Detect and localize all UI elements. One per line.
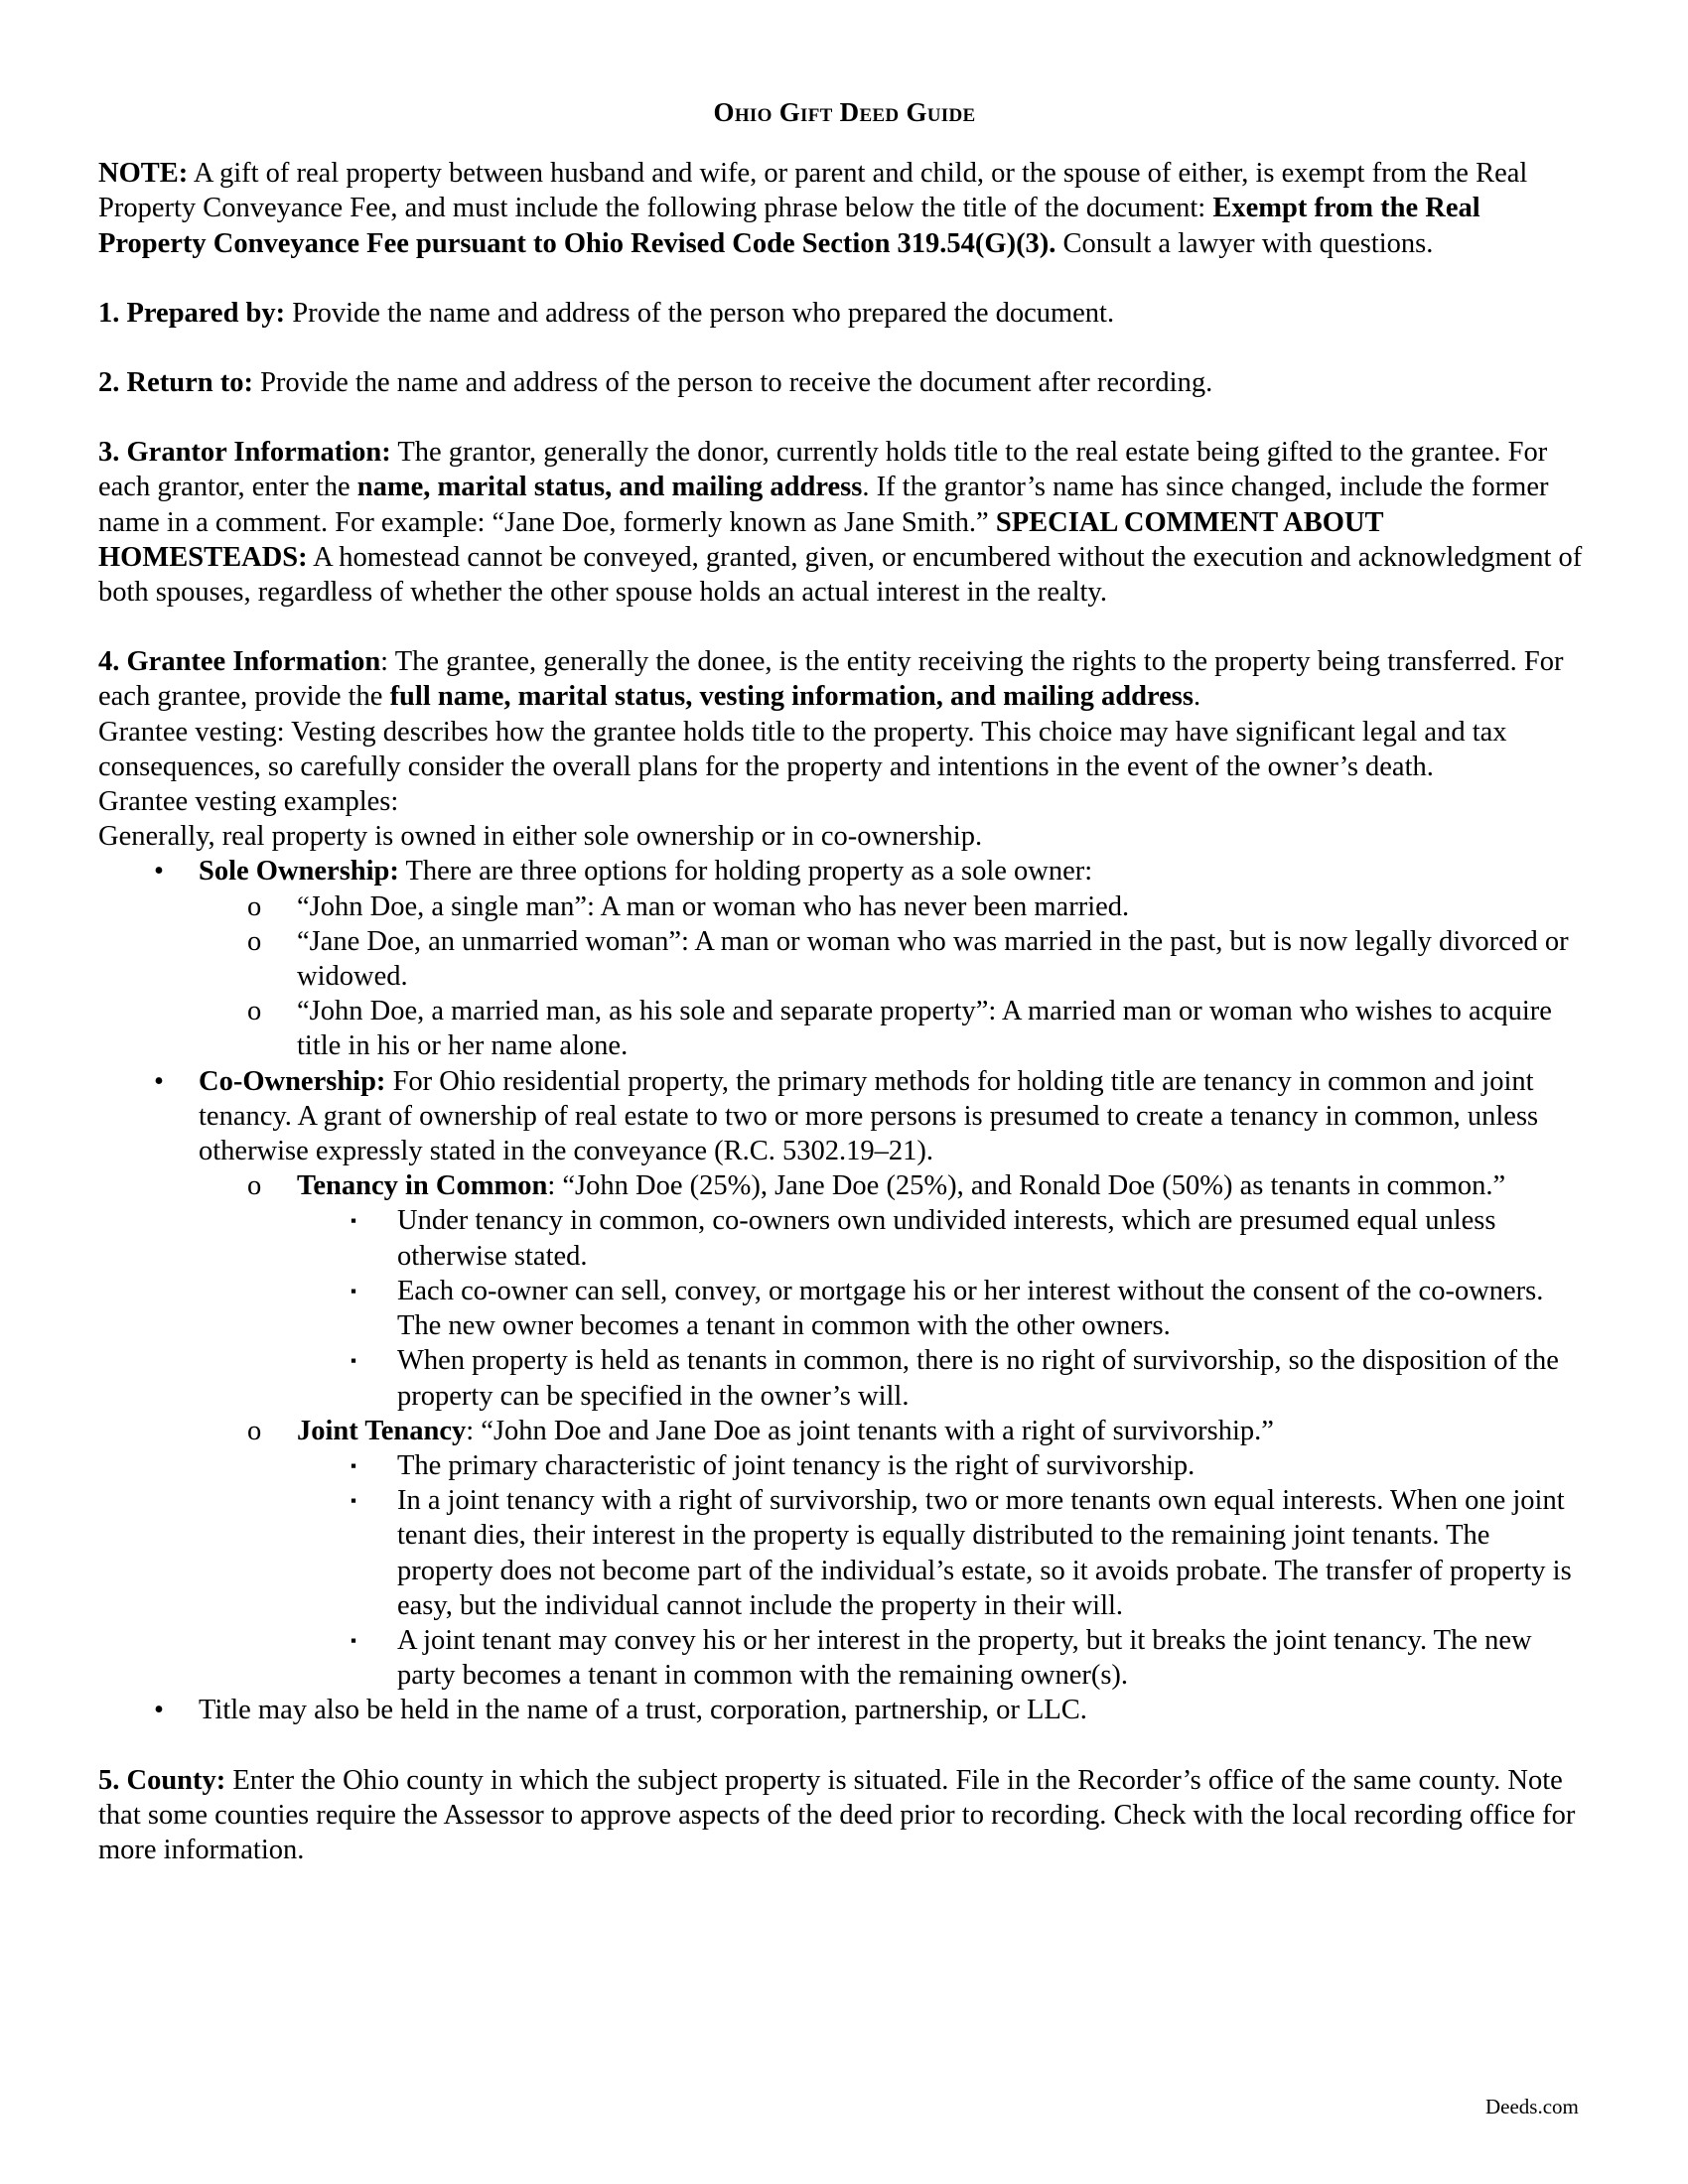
sole-ownership-label: Sole Ownership: — [199, 856, 399, 887]
tenancy-in-common-label: Tenancy in Common — [297, 1170, 548, 1202]
tic-detail-text: Under tenancy in common, co-owners own undivided interests, which are presumed equal unless otherwise stated. — [397, 1205, 1496, 1272]
county-label: 5. County: — [98, 1764, 226, 1796]
footer-brand: Deeds.com — [1485, 2095, 1579, 2118]
document-page — [98, 95, 1591, 1867]
list-item-tic-detail — [98, 1343, 1591, 1413]
grantor-bold-fields: name, marital status, and mailing address — [356, 472, 863, 503]
tic-detail-text: When property is held as tenants in common, there is no right of survivorship, so the disposition of the property can be specified in the owner’s will. — [397, 1345, 1559, 1412]
co-ownership-label: Co-Ownership: — [199, 1065, 386, 1097]
jt-detail-text: A joint tenant may convey his or her interest in the property, but it breaks the joint tenancy. The new party becomes a tenant in common with the remaining owner(s). — [397, 1624, 1532, 1692]
grantee-generally: Generally, real property is owned in either sole ownership or in co-ownership. — [98, 821, 983, 853]
return-to-text: Provide the name and address of the person to receive the document after recording. — [252, 367, 1213, 399]
circle-bullet-icon: o — [247, 1415, 262, 1446]
list-item-jt-detail — [98, 1483, 1591, 1623]
list-item-sole-option — [98, 889, 1591, 924]
co-ownership-text: For Ohio residential property, the primary methods for holding title are tenancy in common and joint tenancy. A grant of ownership of real estate to two or more persons is presumed to create a tenancy in common, unless otherwise expressly stated in the conveyance (R.C. 5302.19–21). — [199, 1065, 1539, 1167]
note-text-end: Consult a lawyer with questions. — [1055, 227, 1434, 259]
bullet-icon: • — [154, 1065, 164, 1097]
section-grantor — [98, 435, 1591, 610]
square-bullet-icon: ▪ — [351, 1281, 357, 1300]
note-exempt-phrase: Exempt from the Real Property Conveyance Fee pursuant to Ohio Revised Code Section 319.54(G)(3). — [98, 193, 1480, 259]
prepared-by-text: Provide the name and address of the person who prepared the document. — [285, 297, 1115, 329]
grantee-text-end: . — [1193, 681, 1201, 713]
circle-bullet-icon: o — [247, 1170, 262, 1202]
list-item-sole-option — [98, 994, 1591, 1063]
note-text: A gift of real property between husband and wife, or parent and child, or the spouse of either, is exempt from the Real Property Conveyance Fee, and must include the following phrase below the title of the document: — [98, 158, 1528, 224]
list-item-tic-detail — [98, 1274, 1591, 1343]
list-item-joint-tenancy — [98, 1414, 1591, 1448]
homestead-text: A homestead cannot be conveyed, granted, given, or encumbered without the execution and acknowledgment of both spouses, regardless of whether the other spouse holds an actual interest in the realty. — [98, 541, 1583, 609]
sole-option-text: “John Doe, a single man”: A man or woman who has never been married. — [297, 890, 1130, 922]
circle-bullet-icon: o — [247, 996, 262, 1027]
tic-detail-text: Each co-owner can sell, convey, or mortgage his or her interest without the consent of the co-owners. The new owner becomes a tenant in common with the other owners. — [397, 1275, 1544, 1342]
grantee-vesting: Grantee vesting: Vesting describes how the grantee holds title to the property. This choice may have significant legal and tax consequences, so carefully consider the overall plans for the property and intentions in the event of the owner’s death. — [98, 716, 1507, 782]
return-to-label: 2. Return to: — [98, 367, 253, 399]
joint-tenancy-text: : “John Doe and Jane Doe as joint tenants with a right of survivorship.” — [466, 1415, 1274, 1446]
grantor-text-2: . If the grantor’s name has since changed, include the former name in a comment. For example: “Jane Doe, formerly known as Jane Smith.” — [98, 472, 1549, 538]
square-bullet-icon: ▪ — [351, 1491, 357, 1511]
list-item-jt-detail — [98, 1448, 1591, 1483]
grantee-label: 4. Grantee Information — [98, 646, 381, 678]
jt-detail-text: In a joint tenancy with a right of survivorship, two or more tenants own equal interests. When one joint tenant dies, their interest in the property is equally distributed to the remaining joint tenants. The property does not become part of the individual’s estate, so it avoids probate. The transfer of property is easy, but the individual cannot include the property in their will. — [397, 1485, 1572, 1621]
grantee-vesting-examples: Grantee vesting examples: — [98, 786, 399, 818]
tenancy-in-common-text: : “John Doe (25%), Jane Doe (25%), and Ronald Doe (50%) as tenants in common.” — [547, 1170, 1506, 1202]
list-item-jt-detail — [98, 1623, 1591, 1693]
section-county — [98, 1763, 1591, 1868]
square-bullet-icon: ▪ — [351, 1211, 357, 1231]
bullet-icon: • — [154, 856, 164, 887]
grantee-text: : The grantee, generally the donee, is the entity receiving the rights to the property being transferred. For each grantee, provide the — [98, 646, 1564, 713]
county-text: Enter the Ohio county in which the subject property is situated. File in the Recorder’s office of the same county. Note that some counties require the Assessor to approve aspects of the deed prior to recording. Check with the local recording office for more information. — [98, 1764, 1576, 1865]
list-item-sole-option — [98, 924, 1591, 994]
sole-option-text: “Jane Doe, an unmarried woman”: A man or woman who was married in the past, but is now legally divorced or widowed. — [297, 925, 1569, 993]
sole-ownership-text: There are three options for holding property as a sole owner: — [398, 856, 1093, 887]
grantee-bold-fields: full name, marital status, vesting information, and mailing address — [389, 681, 1194, 713]
square-bullet-icon: ▪ — [351, 1351, 357, 1371]
square-bullet-icon: ▪ — [351, 1630, 357, 1650]
document-title: Ohio Gift Deed Guide — [713, 97, 976, 127]
square-bullet-icon: ▪ — [351, 1455, 357, 1475]
circle-bullet-icon: o — [247, 890, 262, 922]
bullet-icon: • — [154, 1695, 164, 1726]
sole-option-text: “John Doe, a married man, as his sole and separate property”: A married man or woman who wishes to acquire title in his or her name alone. — [297, 996, 1552, 1062]
homestead-label: SPECIAL COMMENT ABOUT HOMESTEADS: — [98, 506, 1383, 573]
list-item-trust — [98, 1693, 1591, 1727]
list-item-sole-ownership — [98, 854, 1591, 888]
list-item-tic-detail — [98, 1203, 1591, 1273]
section-grantee — [98, 644, 1591, 714]
jt-detail-text: The primary characteristic of joint tenancy is the right of survivorship. — [397, 1449, 1196, 1481]
note-label: NOTE: — [98, 158, 189, 190]
grantor-text: The grantor, generally the donor, currently holds title to the real estate being gifted to the grantee. For each grantor, enter the — [98, 437, 1548, 503]
section-prepared-by — [98, 296, 1591, 331]
joint-tenancy-label: Joint Tenancy — [297, 1415, 467, 1446]
trust-text: Title may also be held in the name of a trust, corporation, partnership, or LLC. — [199, 1695, 1087, 1726]
section-return-to — [98, 365, 1591, 400]
list-item-tenancy-in-common — [98, 1168, 1591, 1203]
note-paragraph — [98, 156, 1591, 261]
circle-bullet-icon: o — [247, 925, 262, 957]
prepared-by-label: 1. Prepared by: — [98, 297, 286, 329]
list-item-co-ownership — [98, 1064, 1591, 1169]
grantor-label: 3. Grantor Information: — [98, 437, 391, 469]
